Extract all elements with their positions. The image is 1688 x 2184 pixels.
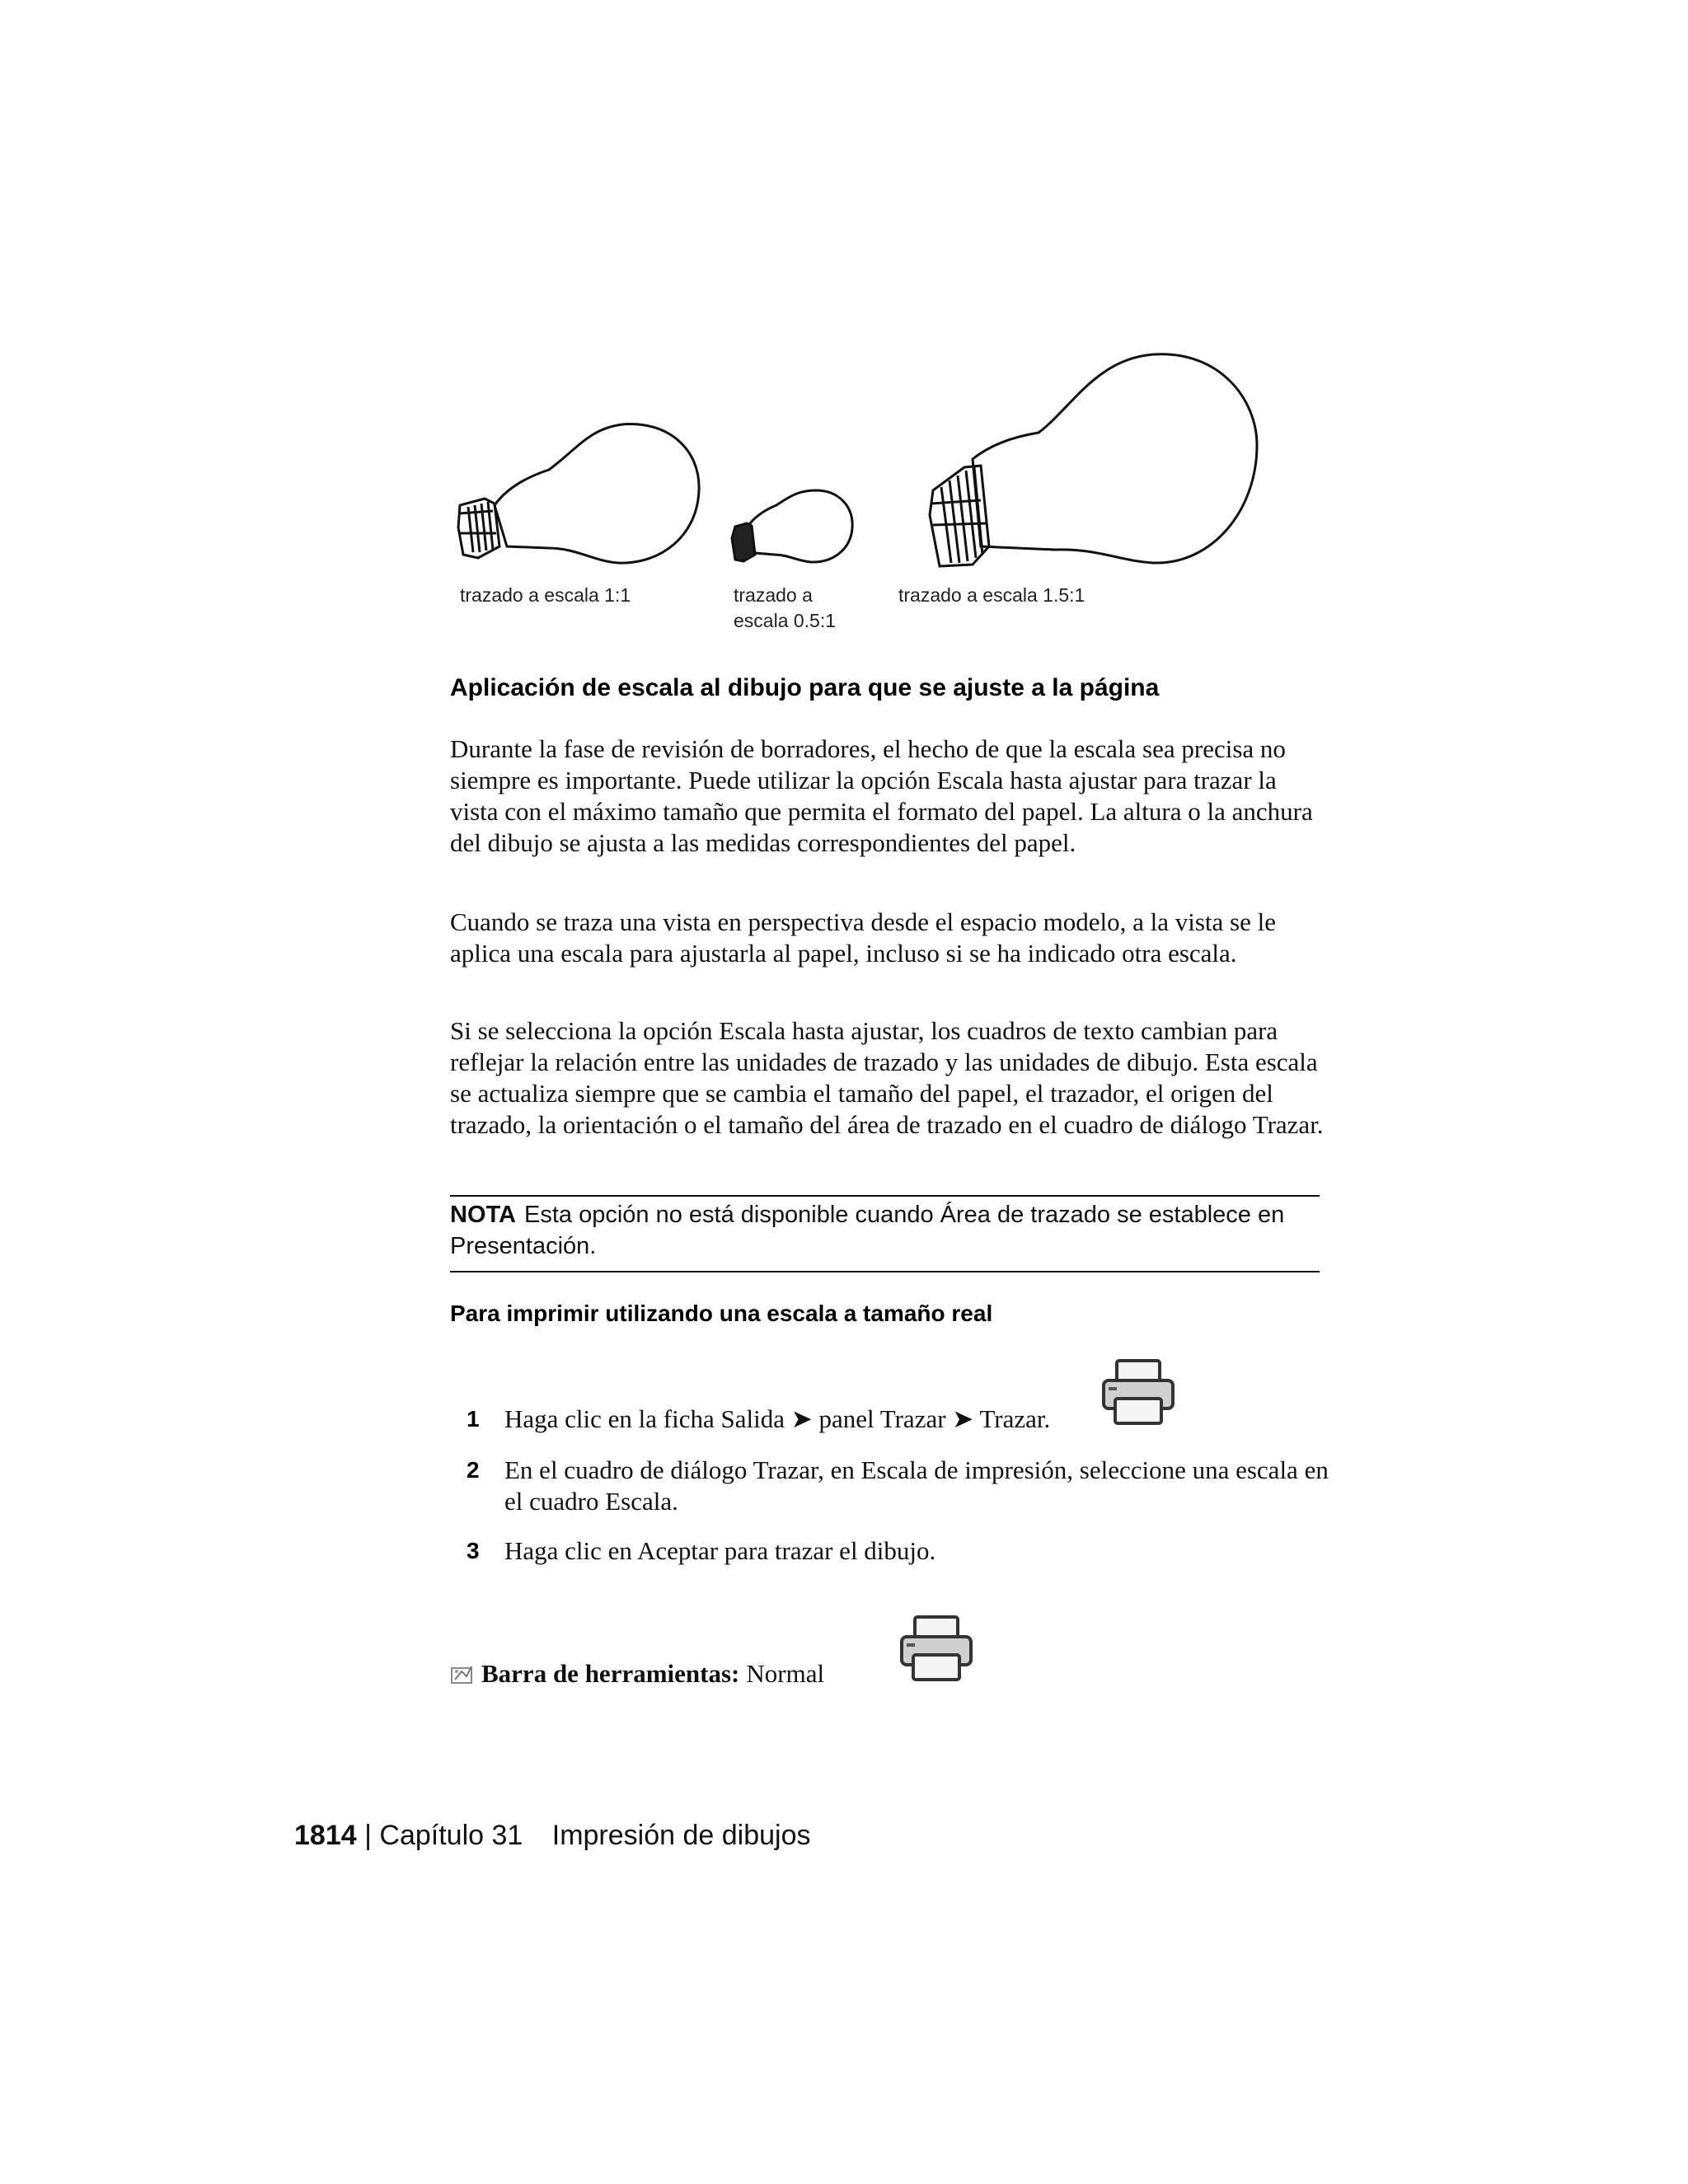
procedure-title: Para imprimir utilizando una escala a tamaño real: [450, 1301, 993, 1326]
paragraph-2: Cuando se traza una vista en perspectiva desde el espacio modelo, a la vista se le aplica una escala para ajustarla al papel, incluso si se ha indicado otra escala.: [450, 907, 1276, 968]
toolbar-label: Barra de herramientas:: [481, 1659, 740, 1688]
page-footer: [294, 1820, 811, 1852]
note-label: NOTA: [450, 1202, 517, 1228]
label-scale-0-5-1: [734, 583, 836, 634]
footer-separator: |: [364, 1820, 372, 1851]
step-2-number: 2: [467, 1457, 480, 1483]
step-1-label: Haga clic en la ficha Salida ➤ panel Trazar ➤ Trazar.: [504, 1404, 1051, 1433]
note-text: Esta opción no está disponible cuando Área de trazado se establece en Presentación.: [450, 1202, 1285, 1259]
printer-icon-toolbar[interactable]: [898, 1614, 974, 1685]
bulb-illustrations: [445, 342, 1269, 581]
label-scale-1-5-1: trazado a escala 1.5:1: [898, 584, 1085, 606]
bulb-scale-figure: [445, 342, 1269, 639]
chapter-title: Impresión de dibujos: [551, 1820, 811, 1851]
note-top-rule: [450, 1195, 1320, 1197]
paragraph-3: Si se selecciona la opción Escala hasta ajustar, los cuadros de texto cambian para reflejar la relación entre las unidades de trazado y las unidades de dibujo. Esta escala se actualiza siempre que se cambia el tamaño del papel, el trazador, el origen del trazado, la orientación o el tamaño del área de trazado en el cuadro de diálogo Trazar.: [450, 1016, 1324, 1139]
step-2-text: En el cuadro de diálogo Trazar, en Escala de impresión, seleccione una escala en el cuadro Escala.: [504, 1455, 1329, 1516]
printer-icon[interactable]: [1100, 1357, 1176, 1428]
toolbar-reference: [450, 1659, 824, 1689]
page-number: 1814: [294, 1820, 357, 1851]
toolbar-value: Normal: [746, 1659, 825, 1688]
bulb-0-5-1: [732, 490, 852, 562]
toolbar-icon: [450, 1661, 475, 1686]
label-scale-0-5-1-line2: escala 0.5:1: [734, 610, 837, 631]
step-3-text: Haga clic en Aceptar para trazar el dibujo.: [504, 1536, 936, 1565]
paragraph-1: Durante la fase de revisión de borradores, el hecho de que la escala sea precisa no siempre es importante. Puede utilizar la opción Escala hasta ajustar para trazar la vista con el máximo tamaño que permita el formato del papel. La altura o la anchura del dibujo se ajusta a las medidas correspondientes del papel.: [450, 734, 1313, 857]
chapter-label: Capítulo 31: [379, 1820, 523, 1851]
step-1-text: [504, 1404, 1329, 1435]
note-bottom-rule: [450, 1271, 1320, 1272]
step-1-number: 1: [467, 1406, 480, 1432]
step-3-number: 3: [467, 1538, 480, 1563]
label-scale-1-1: trazado a escala 1:1: [460, 584, 631, 606]
section-title: Aplicación de escala al dibujo para que se ajuste a la página: [450, 674, 1160, 701]
note-box: [450, 1199, 1324, 1262]
bulb-1-1: [458, 424, 699, 564]
label-scale-0-5-1-line1: trazado a: [734, 584, 813, 606]
